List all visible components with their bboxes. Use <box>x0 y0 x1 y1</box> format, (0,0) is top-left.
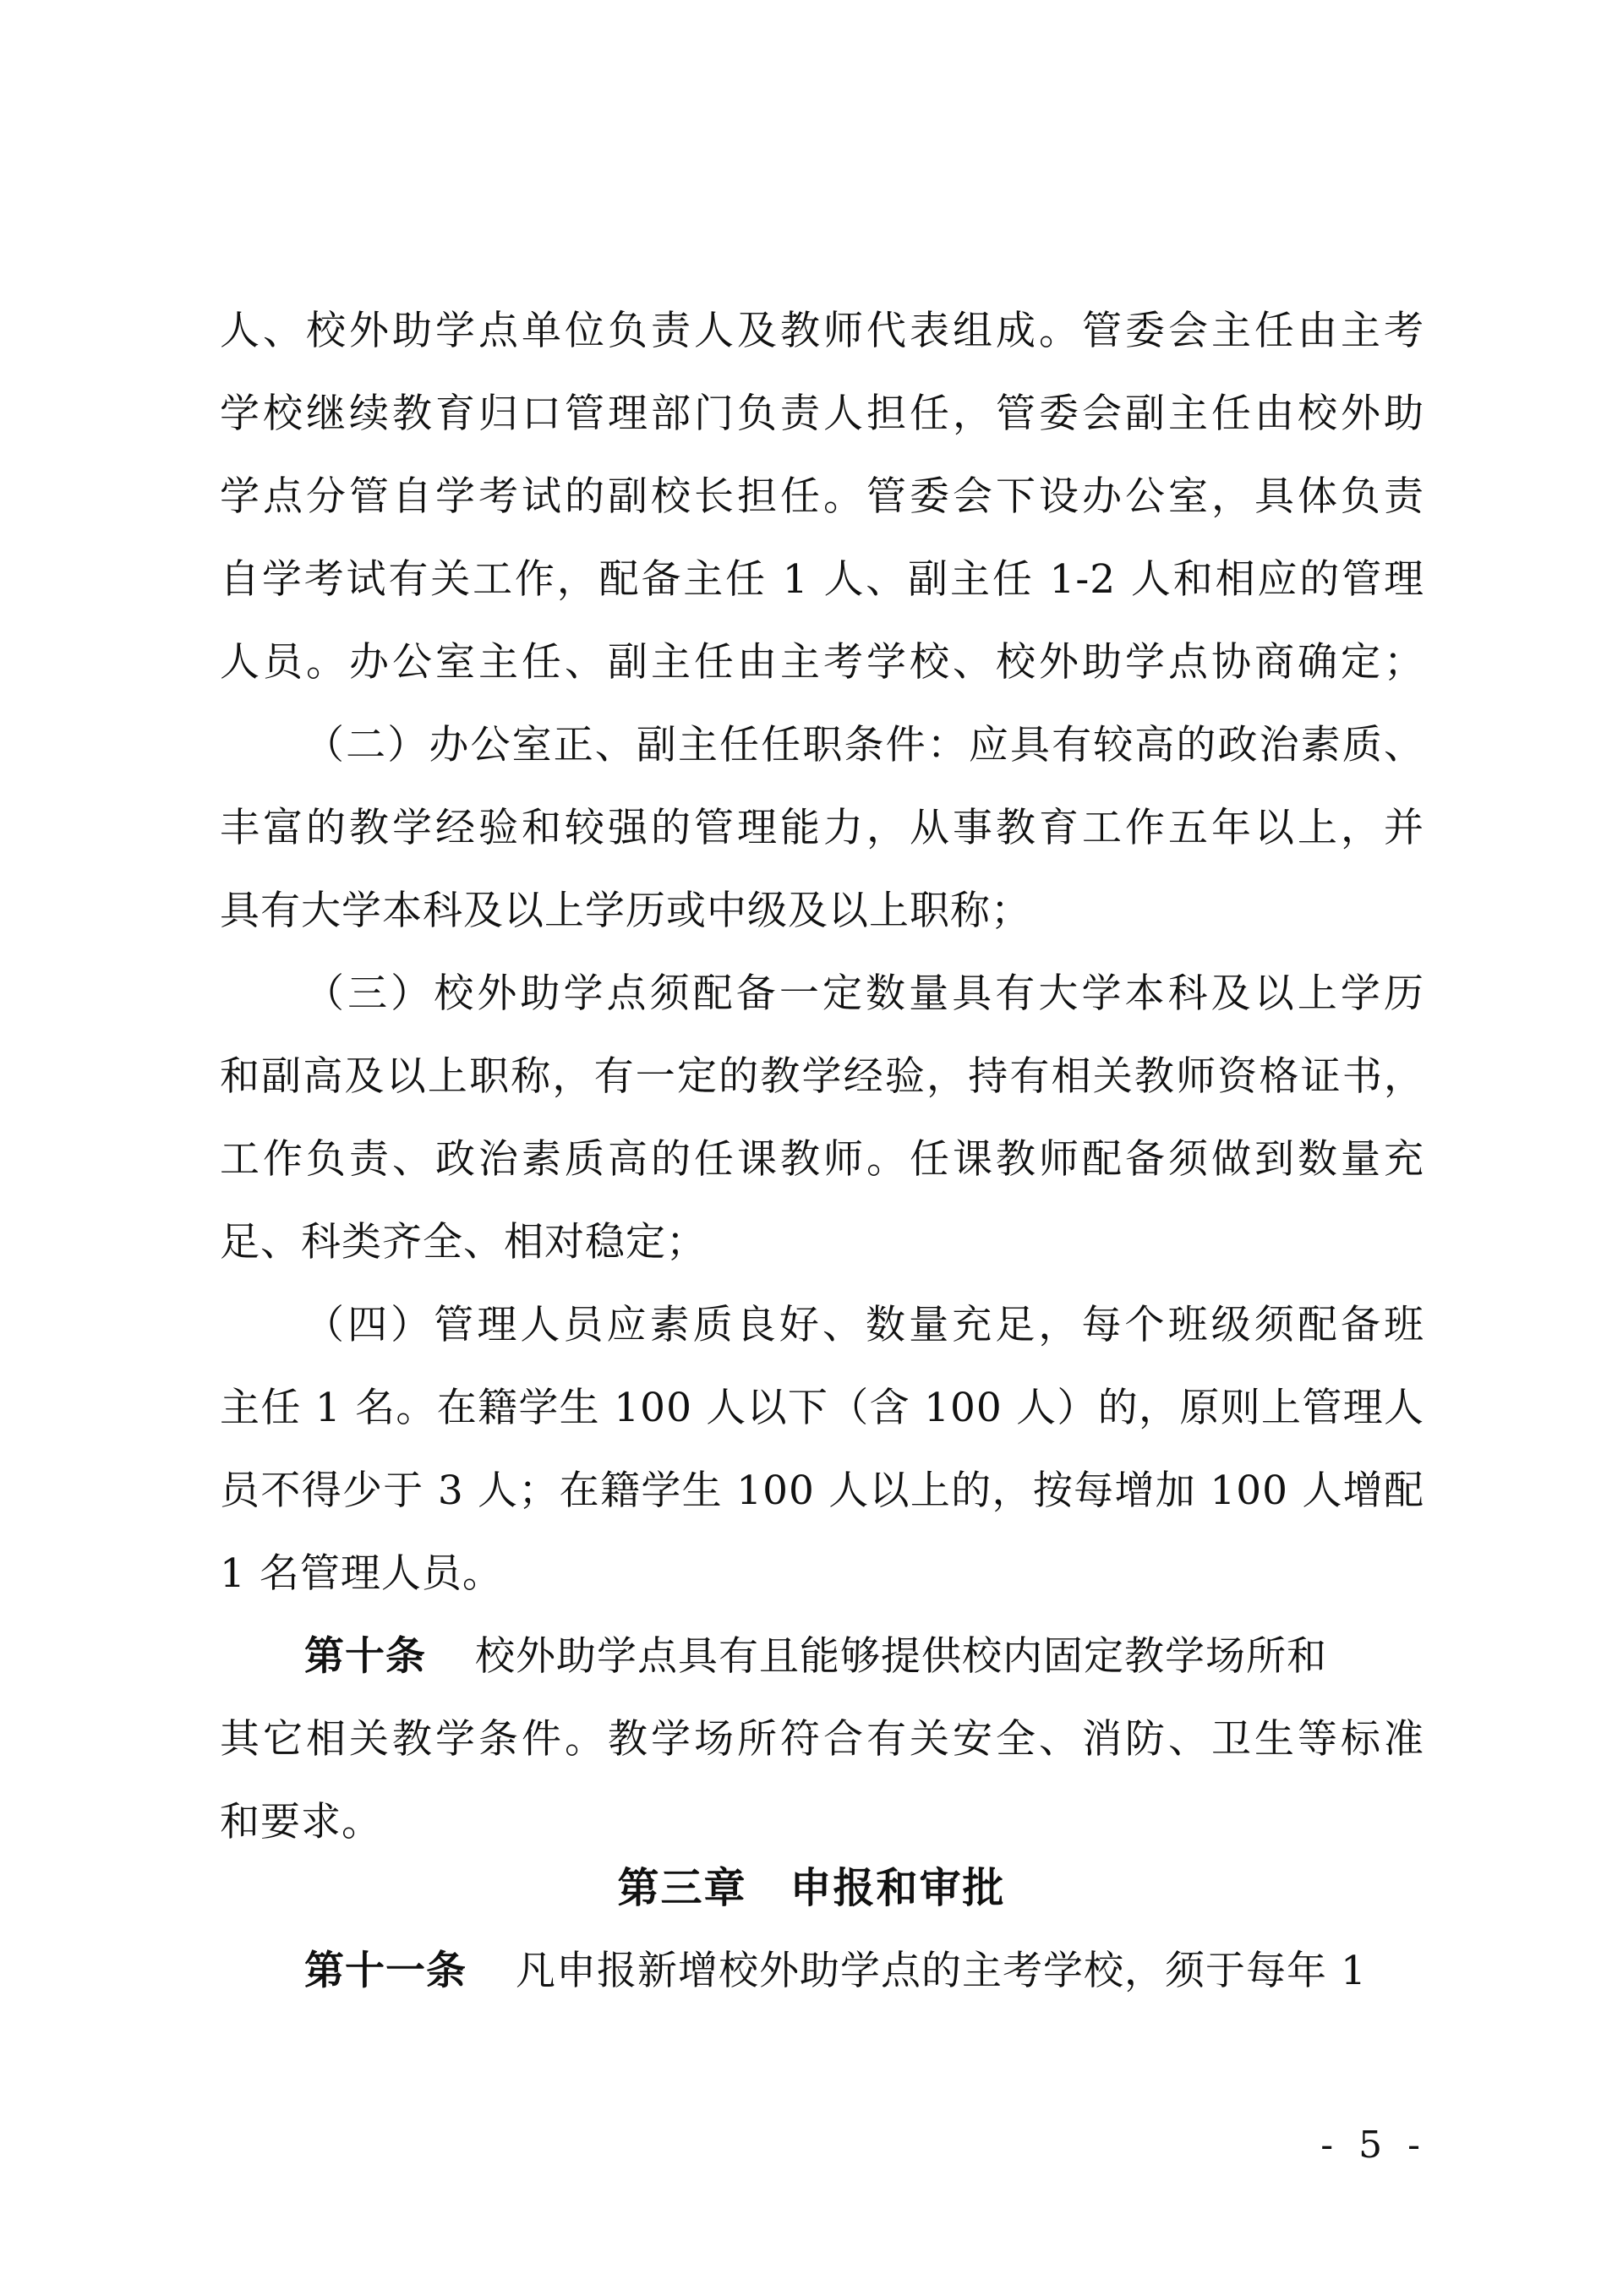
text-line: 工作负责、政治素质高的任课教师。任课教师配备须做到数量充 <box>220 1136 1424 1183</box>
text-line: 人员。办公室主任、副主任由主考学校、校外助学点协商确定； <box>220 639 1424 686</box>
article-11-line <box>304 1930 1424 2013</box>
text-line: 主任 1 名。在籍学生 100 人以下（含 100 人）的，原则上管理人 <box>220 1385 1424 1431</box>
text-line: 其它相关教学条件。教学场所符合有关安全、消防、卫生等标准 <box>220 1716 1424 1763</box>
text-line: 员不得少于 3 人；在籍学生 100 人以上的，按每增加 100 人增配 <box>220 1468 1424 1514</box>
article-10-line <box>304 1615 1424 1698</box>
text-line: 学校继续教育归口管理部门负责人担任，管委会副主任由校外助 <box>220 391 1424 437</box>
text-line: 学点分管自学考试的副校长担任。管委会下设办公室，具体负责 <box>220 473 1424 520</box>
page-number: - 5 - <box>1320 2124 1427 2167</box>
chapter-heading: 第三章 申报和审批 <box>617 1864 1006 1912</box>
article-11-label: 第十一条 <box>304 1948 467 1994</box>
text-line: 丰富的教学经验和较强的管理能力，从事教育工作五年以上，并 <box>220 805 1424 851</box>
text-line: 具有大学本科及以上学历或中级及以上职称； <box>220 888 1031 934</box>
article-10-label: 第十条 <box>304 1633 426 1680</box>
text-line: 自学考试有关工作，配备主任 1 人、副主任 1-2 人和相应的管理 <box>220 556 1424 603</box>
text-line: （二）办公室正、副主任任职条件：应具有较高的政治素质、 <box>304 722 1424 768</box>
text-line: 和副高及以上职称，有一定的教学经验，持有相关教师资格证书， <box>220 1053 1424 1100</box>
text-line: （三）校外助学点须配备一定数量具有大学本科及以上学历 <box>304 970 1424 1017</box>
text-line: （四）管理人员应素质良好、数量充足，每个班级须配备班 <box>304 1302 1424 1348</box>
article-11-text: 凡申报新增校外助学点的主考学校，须于每年 1 <box>516 1948 1367 1994</box>
article-10-text: 校外助学点具有且能够提供校内固定教学场所和 <box>475 1633 1327 1680</box>
text-line: 人、校外助学点单位负责人及教师代表组成。管委会主任由主考 <box>220 308 1424 354</box>
text-line: 足、科类齐全、相对稳定； <box>220 1219 707 1266</box>
text-line: 和要求。 <box>220 1799 382 1845</box>
text-line: 1 名管理人员。 <box>220 1550 503 1597</box>
